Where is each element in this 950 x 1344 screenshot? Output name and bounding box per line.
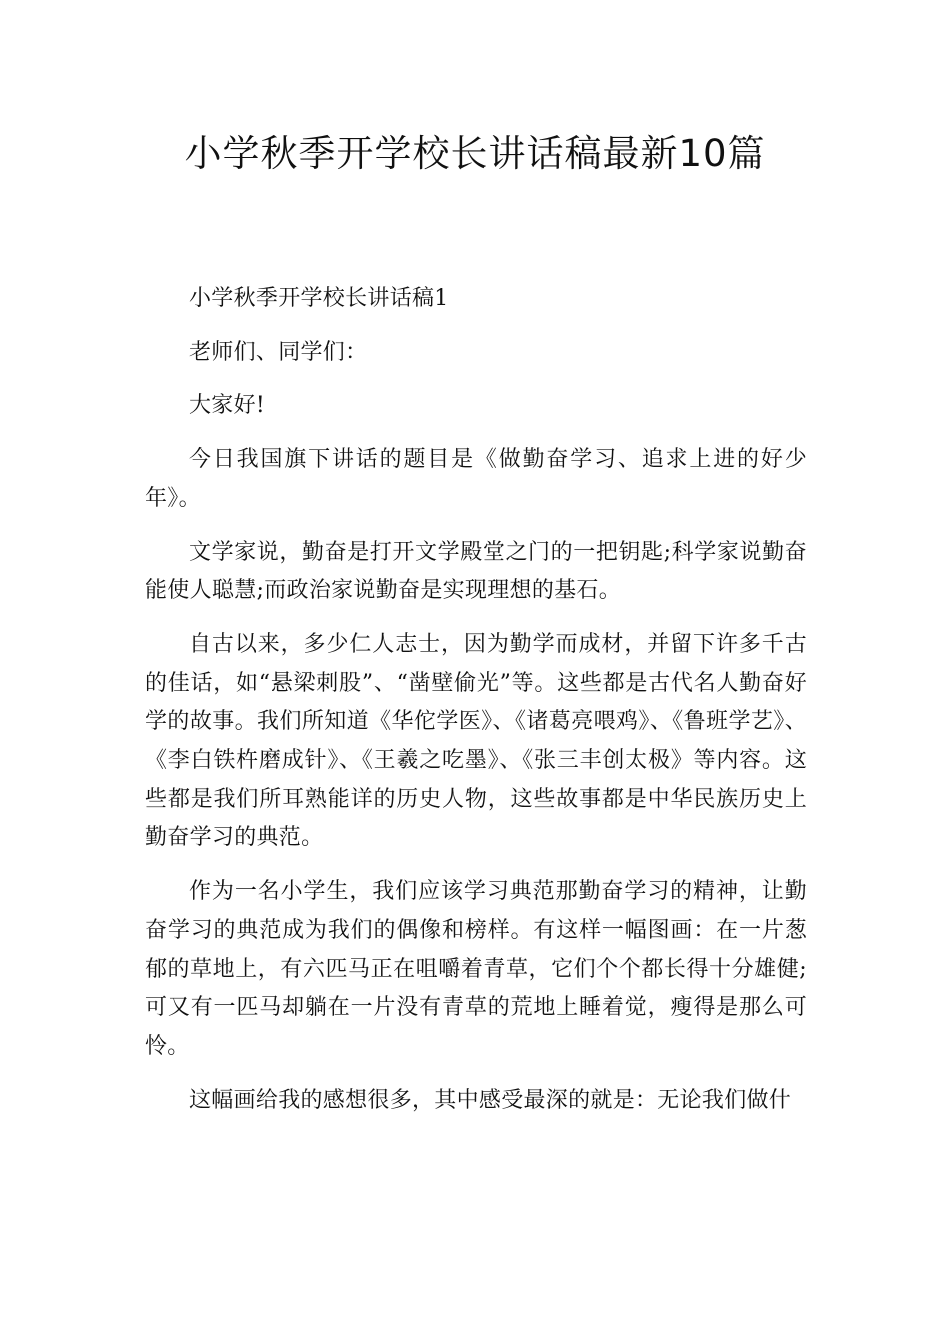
- document-title: 小学秋季开学校长讲话稿最新10篇: [184, 132, 766, 175]
- body-paragraph: 作为一名小学生，我们应该学习典范那勤奋学习的精神，让勤奋学习的典范成为我们的偶像和榜样。有这样一幅图画：在一片葱郁的草地上，有六匹马正在咀嚼着青草，它们个个都长得十分雄健;可又有一匹马却躺在一片没有青草的荒地上睡着觉，瘦得是那么可怜。: [145, 879, 807, 1059]
- body-paragraph: 文学家说，勤奋是打开文学殿堂之门的一把钥匙;科学家说勤奋能使人聪慧;而政治家说勤奋是实现理想的基石。: [145, 539, 807, 604]
- speech-heading: 小学秋季开学校长讲话稿1: [189, 286, 449, 311]
- salutation: 老师们、同学们：: [189, 339, 368, 365]
- greeting: 大家好!: [189, 393, 266, 419]
- document-body: [145, 280, 807, 1135]
- body-paragraph: 今日我国旗下讲话的题目是《做勤奋学习、追求上进的好少年》。: [145, 447, 807, 511]
- body-paragraph: 这幅画给我的感想很多，其中感受最深的就是：无论我们做什: [189, 1087, 792, 1113]
- body-paragraph: 自古以来，多少仁人志士，因为勤学而成材，并留下许多千古的佳话，如“悬梁刺股”、“凿壁偷光”等。这些都是古代名人勤奋好学的故事。我们所知道《华佗学医》、《诸葛亮喂鸡》、《鲁班学艺》、《李白铁杵磨成针》、《王羲之吃墨》、《张三丰创太极》等内容。这些都是我们所耳熟能详的历史人物，这些故事都是中华民族历史上勤奋学习的典范。: [145, 631, 807, 851]
